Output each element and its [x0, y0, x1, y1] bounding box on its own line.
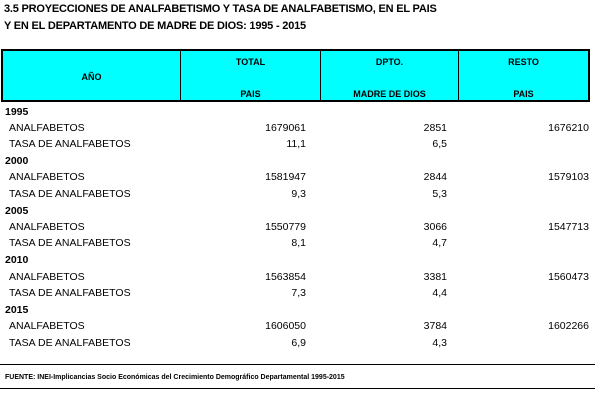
- header-total-bottom: PAIS: [240, 89, 261, 99]
- header-resto-top: RESTO: [508, 57, 539, 67]
- table-header: [1, 49, 590, 102]
- header-year-column: [3, 51, 180, 100]
- resto-value: 1676210: [548, 122, 589, 134]
- resto-value: 1560473: [548, 271, 589, 283]
- row-label: TASA DE ANALFABETOS: [9, 188, 131, 200]
- year-row: [0, 254, 595, 270]
- row-label: ANALFABETOS: [9, 171, 85, 183]
- row-label: TASA DE ANALFABETOS: [9, 337, 131, 349]
- row-label: ANALFABETOS: [9, 221, 85, 233]
- total-value: 6,9: [291, 337, 306, 349]
- table-row: [0, 188, 595, 204]
- row-label: ANALFABETOS: [9, 271, 85, 283]
- resto-value: 1579103: [548, 171, 589, 183]
- year-label: 2015: [5, 304, 29, 316]
- year-label: 2010: [5, 254, 29, 266]
- table-row: [0, 271, 595, 287]
- dpto-value: 3381: [423, 271, 447, 283]
- table-title-line-2: Y EN EL DEPARTAMENTO DE MADRE DE DIOS: 1995 - 2015: [4, 20, 306, 32]
- dpto-value: 2851: [423, 122, 447, 134]
- table-row: [0, 122, 595, 138]
- table-row: [0, 221, 595, 237]
- table-row: [0, 337, 595, 353]
- header-dpto-bottom: MADRE DE DIOS: [353, 89, 426, 99]
- dpto-value: 2844: [423, 171, 447, 183]
- year-label: 2000: [5, 155, 29, 167]
- year-row: [0, 155, 595, 171]
- dpto-value: 4,7: [432, 237, 447, 249]
- total-value: 1679061: [265, 122, 306, 134]
- table-title-line-1: 3.5 PROYECCIONES DE ANALFABETISMO Y TASA DE ANALFABETISMO, EN EL PAIS: [4, 3, 437, 15]
- header-total-top: TOTAL: [235, 57, 266, 67]
- total-value: 1563854: [265, 271, 306, 283]
- table-row: [0, 237, 595, 253]
- year-row: [0, 205, 595, 221]
- total-value: 1581947: [265, 171, 306, 183]
- dpto-value: 4,3: [432, 337, 447, 349]
- total-value: 7,3: [291, 287, 306, 299]
- row-label: TASA DE ANALFABETOS: [9, 237, 131, 249]
- dpto-value: 4,4: [432, 287, 447, 299]
- total-value: 1606050: [265, 320, 306, 332]
- row-label: TASA DE ANALFABETOS: [9, 287, 131, 299]
- table-row: [0, 171, 595, 187]
- header-year-label: AÑO: [81, 72, 102, 82]
- header-resto-column: [458, 51, 588, 100]
- total-value: 9,3: [291, 188, 306, 200]
- header-dpto-column: [320, 51, 458, 100]
- total-value: 11,1: [286, 138, 306, 150]
- row-label: ANALFABETOS: [9, 122, 85, 134]
- table-bottom-rule: [0, 364, 595, 365]
- resto-value: 1602266: [548, 320, 589, 332]
- total-value: 1550779: [265, 221, 306, 233]
- page-bottom-rule: [0, 388, 595, 389]
- dpto-value: 3066: [423, 221, 447, 233]
- year-label: 2005: [5, 205, 29, 217]
- row-label: TASA DE ANALFABETOS: [9, 138, 131, 150]
- header-resto-bottom: PAIS: [513, 89, 534, 99]
- year-row: [0, 106, 595, 122]
- row-label: ANALFABETOS: [9, 320, 85, 332]
- year-label: 1995: [5, 106, 29, 118]
- year-row: [0, 304, 595, 320]
- total-value: 8,1: [291, 237, 306, 249]
- table-row: [0, 138, 595, 154]
- header-dpto-top: DPTO.: [375, 57, 404, 67]
- dpto-value: 6,5: [432, 138, 447, 150]
- header-total-column: [180, 51, 320, 100]
- table-row: [0, 320, 595, 336]
- dpto-value: 5,3: [432, 188, 447, 200]
- source-note: FUENTE: INEI-Implicancias Socio Económicas del Crecimiento Demográfico Departamental 1995-2015: [5, 374, 345, 381]
- table-row: [0, 287, 595, 303]
- resto-value: 1547713: [548, 221, 589, 233]
- dpto-value: 3784: [423, 320, 447, 332]
